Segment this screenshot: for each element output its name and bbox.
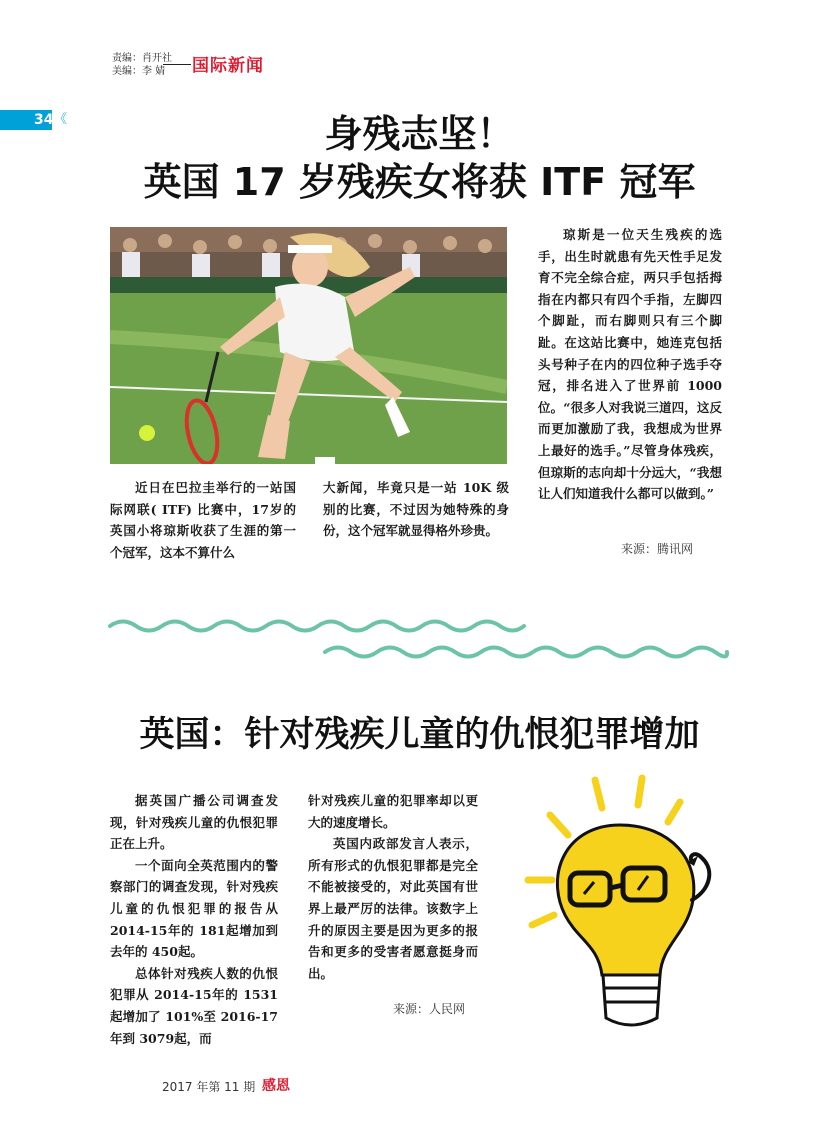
article2-title: 英国：针对残疾儿童的仇恨犯罪增加 [139,715,700,755]
article2-left-column [110,790,278,1049]
page-arrows: 《 [54,112,68,127]
article2-paragraph-3: 总体针对残疾人数的仇恨犯罪从 2014-15年的 1531起增加了 101%至 2016-17年到 3079起，而 [110,965,278,1046]
article1-title-line2: 英国 17 岁残疾女将获 ITF 冠军 [143,160,696,204]
editor-line-2: 美编：李 婧 [112,66,166,77]
editor-credits [112,52,172,78]
editor-line-1: 责编：肖开社 [112,53,172,64]
article2-paragraph-5: 英国内政部发言人表示，所有形式的仇恨犯罪都是完全不能被接受的，对此英国有世界上最严厉的法律。该数字上升的原因主要是因为更多的报告和更多的受害者愿意挺身而出。 [308,836,478,981]
article1-right-column: 琼斯是一位天生残疾的选手，出生时就患有先天性手足发育不完全综合症，两只手包括拇指在内都只有四个手指，左脚四个脚趾，而右脚则只有三个脚趾。在这站比赛中，她连克包括头号种子在内的四位种子选手夺冠，排名进入了世界前 1000 位。“很多人对我说三道四，这反而更加激励了我，我想成为世界上最好的选手。”尽管身体残疾，但琼斯的志向却十分远大，“我想让人们知道我什么都可以做到。” [538,227,722,502]
article1-title-line1: 身残志坚！ [324,112,515,156]
article1-left-column: 近日在巴拉圭举行的一站国际网联( ITF) 比赛中，17岁的英国小将琼斯收获了生涯的第一个冠军，这本不算什么 [110,480,296,560]
tennis-player-photo [110,227,507,464]
article2-source: 来源：人民网 [393,1002,466,1016]
issue-label: 2017 年第 11 期 [162,1080,256,1094]
article1-source: 来源：腾讯网 [621,542,694,556]
lightbulb-illustration [520,770,730,1045]
article2-middle-column [308,790,478,984]
article2-paragraph-1: 据英国广播公司调查发现，针对残疾儿童的仇恨犯罪正在上升。 [110,793,278,852]
article2-paragraph-2: 一个面向全英范围内的警察部门的调查发现，针对残疾儿童的仇恨犯罪的报告从 2014-15年的 181起增加到去年的 450起。 [110,857,278,960]
article2-paragraph-4: 针对残疾儿童的犯罪率却以更大的速度增长。 [308,793,478,830]
section-label: 国际新闻 [192,56,264,76]
page-number: 34 [34,112,54,128]
header-rule [163,64,191,65]
magazine-logo: 感恩 [262,1078,290,1094]
article1-middle-column: 大新闻，毕竟只是一站 10K 级别的比赛，不过因为她特殊的身份，这个冠军就显得格外珍贵。 [323,480,509,539]
